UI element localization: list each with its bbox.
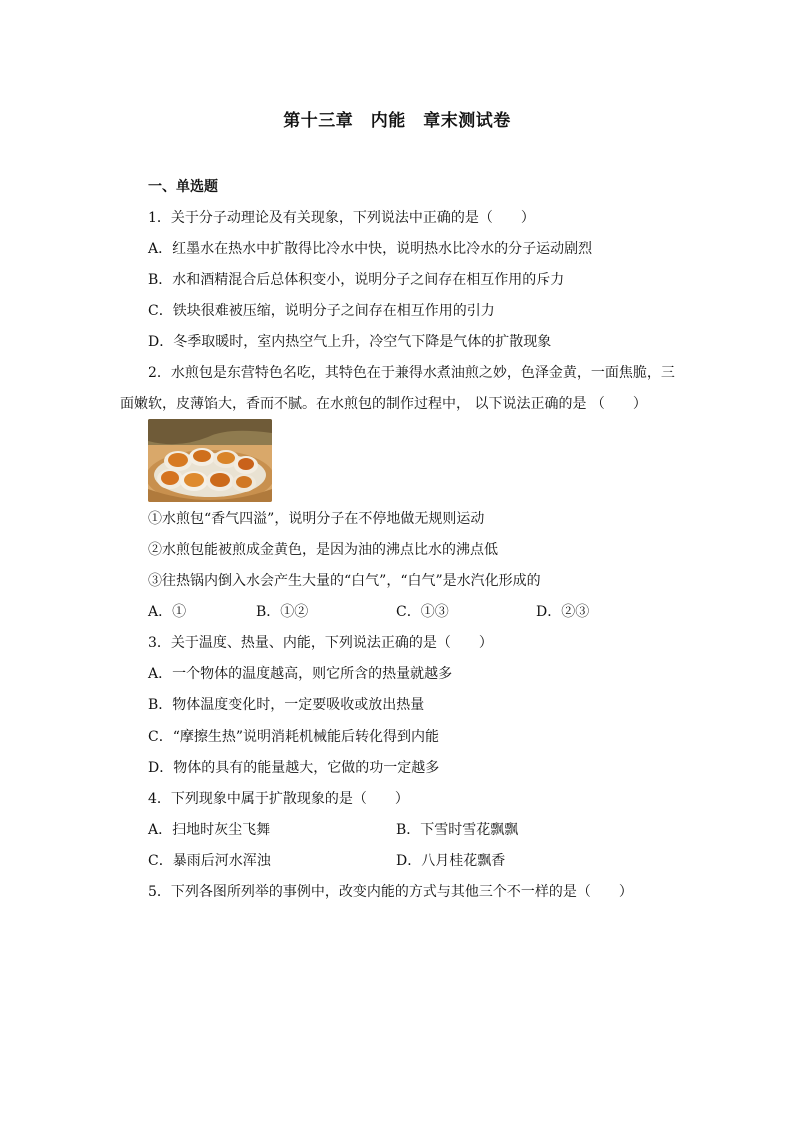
q3-stem: 3．关于温度、热量、内能，下列说法正确的是（ ） — [148, 635, 493, 651]
q2-statement-3: ③往热锅内倒入水会产生大量的“白气”，“白气”是水汽化形成的 — [148, 573, 541, 589]
q2-statement-2: ②水煎包能被煎成金黄色，是因为油的沸点比水的沸点低 — [148, 542, 498, 558]
q3-option-b: B．物体温度变化时，一定要吸收或放出热量 — [148, 697, 425, 713]
q4-stem: 4．下列现象中属于扩散现象的是（ ） — [148, 791, 409, 807]
q2-option-a: A．① — [148, 604, 187, 620]
q4-option-b: B．下雪时雪花飘飘 — [396, 822, 519, 838]
q4-option-d: D．八月桂花飘香 — [396, 853, 506, 869]
q1-option-d: D．冬季取暖时，室内热空气上升，冷空气下降是气体的扩散现象 — [148, 334, 552, 350]
q4-option-a: A．扫地时灰尘飞舞 — [148, 822, 271, 838]
q3-option-a: A．一个物体的温度越高，则它所含的热量就越多 — [148, 666, 453, 682]
steamed-buns-photo — [148, 419, 272, 502]
q1-option-c: C．铁块很难被压缩，说明分子之间存在相互作用的引力 — [148, 303, 495, 319]
q3-option-c: C．“摩擦生热”说明消耗机械能后转化得到内能 — [148, 729, 440, 745]
q3-option-d: D．物体的具有的能量越大，它做的功一定越多 — [148, 760, 440, 776]
q2-option-c: C．①③ — [396, 604, 449, 620]
page-title: 第十三章 内能 章末测试卷 — [283, 111, 511, 131]
q2-stem-line2: 面嫩软，皮薄馅大，香而不腻。在水煎包的制作过程中， 以下说法正确的是 （ ） — [120, 396, 647, 412]
q1-option-a: A．红墨水在热水中扩散得比冷水中快，说明热水比冷水的分子运动剧烈 — [148, 241, 593, 257]
q4-option-c: C．暴雨后河水浑浊 — [148, 853, 271, 869]
q2-option-b: B．①② — [256, 604, 309, 620]
q2-option-d: D．②③ — [536, 604, 590, 620]
q5-stem: 5．下列各图所列举的事例中，改变内能的方式与其他三个不一样的是（ ） — [148, 884, 633, 900]
q1-stem: 1．关于分子动理论及有关现象，下列说法中正确的是（ ） — [148, 210, 535, 226]
section-heading: 一、单选题 — [148, 179, 218, 195]
q1-option-b: B．水和酒精混合后总体积变小，说明分子之间存在相互作用的斥力 — [148, 272, 565, 288]
q2-statement-1: ①水煎包“香气四溢”，说明分子在不停地做无规则运动 — [148, 511, 485, 527]
q2-stem-line1: 2．水煎包是东营特色名吃，其特色在于兼得水煮油煎之妙，色泽金黄，一面焦脆，三 — [148, 365, 675, 381]
